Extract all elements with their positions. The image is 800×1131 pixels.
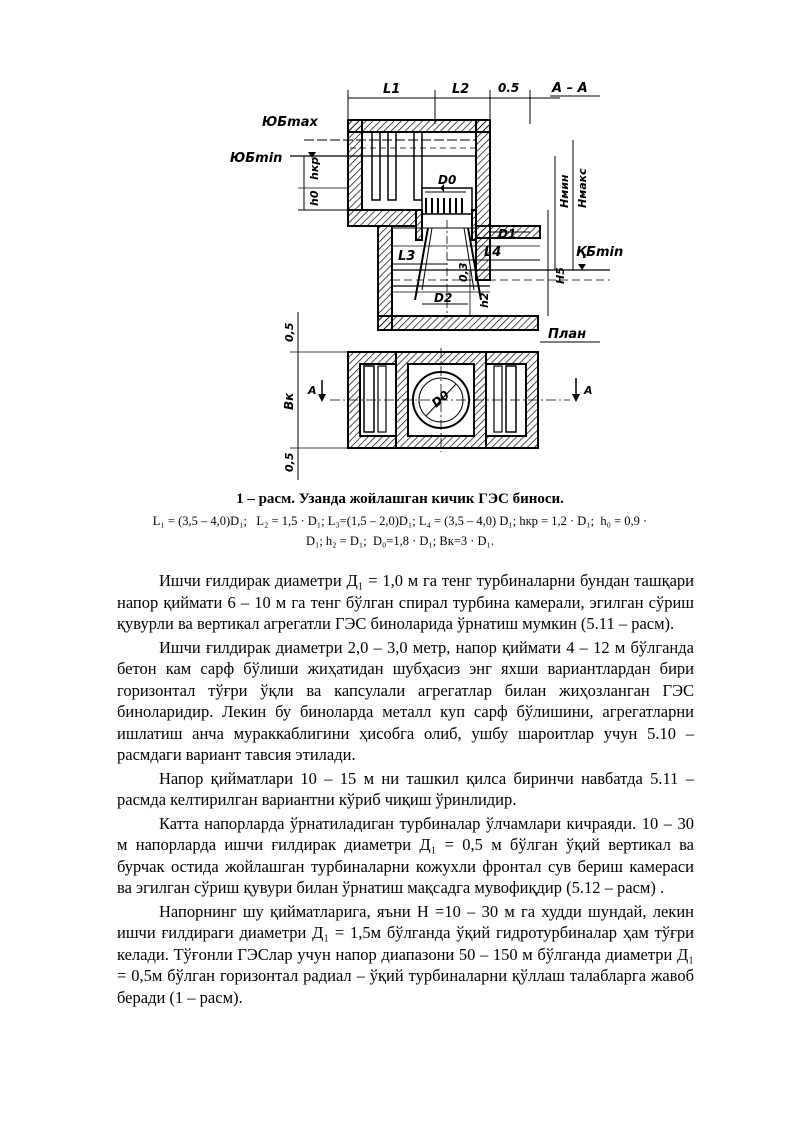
dim-03: 0,3: [457, 262, 470, 282]
dim-h-kp: hкр: [308, 156, 321, 180]
label-kbmin: ҚБmin: [576, 245, 624, 260]
hydro-plant-drawing: [200, 60, 640, 490]
formula-l4: L₄ = (3,5 – 4,0) D₁;: [418, 514, 517, 528]
caption-title: 1 – расм. Узанда жойлашган кичик ГЭС биноси.: [236, 491, 564, 507]
dim-l1: L1: [383, 82, 401, 97]
dim-h-max: Hмакс: [576, 168, 589, 208]
bottom-slab: [378, 316, 538, 330]
dim-05-top: 0.5: [498, 81, 520, 95]
formula-l1: L₁ = (3,5 – 4,0)D₁;: [152, 514, 248, 528]
section-label: А – А: [552, 81, 588, 96]
arrow-a-right: А: [584, 384, 593, 397]
dim-l3: L3: [398, 249, 416, 264]
plan-label: План: [548, 327, 587, 342]
formula-h0: h₀ = 0,9 ·: [600, 514, 648, 528]
formula-bk: Bк=3 · D₁.: [439, 534, 495, 548]
paragraph: Катта напорларда ўрнатиладиган турбиналар ўлчамлари кичраяди. 10 – 30 м напорларда ишчи ғилдирак диаметри Д₁ = 0,5 м бўлган ўқий вертикал ва бурчак остида жойлашган турбиналарни кожухли фронтал сув бериш камераси ва эгилган сўриш қувури билан ўрнатиш мақсадга мувофиқдир (5.12 – расм) .: [117, 813, 694, 897]
body-text: [117, 570, 694, 1010]
paragraph: Напор қийматлари 10 – 15 м ни ташкил қилса биринчи навбатда 5.11 – расмда келтирилган вариантни кўриб чиқиш ўринлидир.: [117, 768, 694, 809]
label-ubmax: ЮБmax: [262, 115, 318, 130]
dim-d0-plan: D0: [428, 387, 452, 411]
dim-h2: h2: [478, 292, 491, 308]
left-lower-wall: [378, 226, 392, 330]
top-slab: [348, 120, 490, 132]
formula-h-kp: hкр = 1,2 · D₁;: [519, 514, 595, 528]
dim-b-k: Bк: [282, 392, 296, 410]
dim-05-left-bottom: 0,5: [283, 452, 296, 472]
paragraph: Ишчи ғилдирак диаметри 2,0 – 3,0 метр, напор қиймати 4 – 12 м бўлганда бетон кам сарф бўлиши жиҳатидан шубҳасиз энг яхши вариантлардан бири горизонтал тўғри ўқли ва капсулали агрегатлар билан жиҳозланган ГЭС биноларидир. Лекин бу биноларда металл куп сарф бўлишини, агрегатларни ишлатиш анча мураккаблигини ҳисобга олиб, ушбу шароитлар учун 5.10 – расмдаги вариант тавсия этилади.: [117, 637, 694, 764]
dim-h0: h0: [308, 190, 321, 206]
dim-d2: D2: [434, 291, 453, 305]
dim-05-left-top: 0,5: [283, 322, 296, 342]
formula-d0: D₀=1,8 · D₁;: [372, 534, 437, 548]
intake-sill: [348, 210, 416, 226]
paragraph: Ишчи ғилдирак диаметри Д₁ = 1,0 м га тенг турбиналарни бундан ташқари напор қиймати 6 – 10 м га тенг бўлган спирал турбина камерали, эгилган сўриш қувурли ва вертикал агрегатли ГЭС биноларида ўрнатиш мумкин (5.11 – расм).: [117, 571, 694, 633]
caption-formulas: [100, 511, 700, 551]
dim-l4: L4: [484, 245, 502, 260]
formula-l3: L₃=(1,5 – 2,0)D₁;: [327, 514, 416, 528]
dim-h-min: Hмин: [558, 174, 571, 208]
dim-d0: D0: [438, 173, 457, 187]
label-ubmin: ЮБmin: [230, 151, 283, 166]
dim-l2: L2: [452, 82, 470, 97]
dim-h5: H5: [554, 267, 567, 284]
left-upper-wall: [348, 120, 362, 210]
figure-caption: [100, 490, 700, 551]
paragraph: Напорнинг шу қийматларига, яъни Н =10 – 30 м га худди шундай, лекин ишчи ғилдираги диаметри Д₁ = 1,5м бўлганда ўқий гидротурбиналар ҳам тўғри келади. Тўғонли ГЭСлар учун напор диапазони 50 – 150 м бўлганда диаметри Д₁ = 0,5м бўлган горизонтал радиал – ўқий турбиналарни қўллаш талабларга жавоб беради (1 – расм).: [117, 901, 694, 1007]
arrow-a-left: А: [308, 384, 317, 397]
formula-l2: L₂ = 1,5 · D₁;: [256, 514, 325, 528]
formula-h2: D₁; h₂ = D₁;: [305, 534, 367, 548]
dim-d1: D1: [498, 227, 517, 241]
